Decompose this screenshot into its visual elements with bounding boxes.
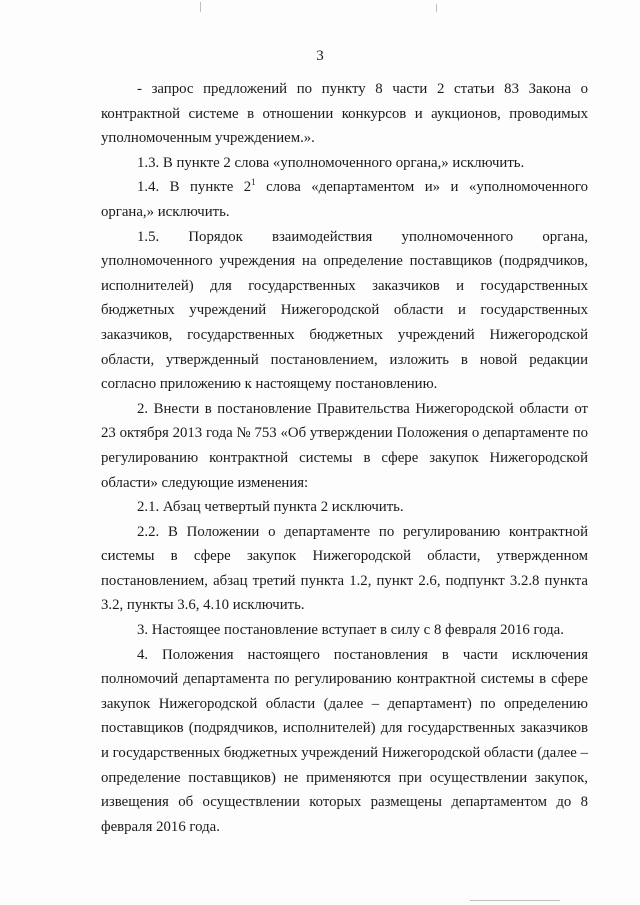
- paragraph-1-4: [101, 175, 588, 224]
- paragraph-1-4-text: 1.4. В пункте 2: [137, 179, 252, 196]
- paragraph-2-1: 2.1. Абзац четвертый пункта 2 исключить.: [137, 499, 404, 516]
- scan-mark: [436, 4, 437, 12]
- scan-mark: [200, 2, 201, 12]
- paragraph-2: 2. Внести в постановление Правительства Нижегородской области от 23 октября 2013 года № 753 «Об утверждении Положения о департаменте по регулированию контрактной системы в сфере закупок Нижегородской области» следующие изменения:: [101, 400, 588, 491]
- paragraph-4: 4. Положения настоящего постановления в части исключения полномочий департамента по регулированию контрактной системы в сфере закупок Нижегородской области (далее – департамент) по определению поставщиков (подрядчиков, исполнителей) для государственных заказчиков и государственных бюджетных учреждений Нижегородской области (далее – определение поставщиков) не применяются при осуществлении закупок, извещения об осуществлении которых размещены департаментом до 8 февраля 2016 года.: [101, 646, 588, 835]
- paragraph-1-4-text-cont: слова «департаментом и» и «уполномоченного органа,» исключить.: [101, 179, 588, 220]
- document-body: [101, 77, 588, 839]
- paragraph-1-2-item: - запрос предложений по пункту 8 части 2 статьи 83 Закона о контрактной системе в отношении конкурсов и аукционов, проводимых уполномоченным учреждением.».: [101, 81, 588, 147]
- page-number: 3: [316, 48, 324, 64]
- superscript-number: 1: [251, 177, 256, 188]
- paragraph-2-2: 2.2. В Положении о департаменте по регулированию контрактной системы в сфере закупок Нижегородской области, утвержденном постановлением, абзац третий пункта 1.2, пункт 2.6, подпункт 3.2.8 пункта 3.2, пункты 3.6, 4.10 исключить.: [101, 523, 588, 614]
- paragraph-3: 3. Настоящее постановление вступает в силу с 8 февраля 2016 года.: [137, 622, 564, 639]
- paragraph-1-5: 1.5. Порядок взаимодействия уполномоченного органа, уполномоченного учреждения на определение поставщиков (подрядчиков, исполнителей) для государственных заказчиков и государственных бюджетных учреждений Нижегородской области и государственных заказчиков, государственных бюджетных учреждений Нижегородской области, утвержденный постановлением, изложить в новой редакции согласно приложению к настоящему постановлению.: [101, 228, 588, 393]
- scan-mark: [470, 900, 560, 901]
- paragraph-1-3: 1.3. В пункте 2 слова «уполномоченного органа,» исключить.: [137, 154, 525, 171]
